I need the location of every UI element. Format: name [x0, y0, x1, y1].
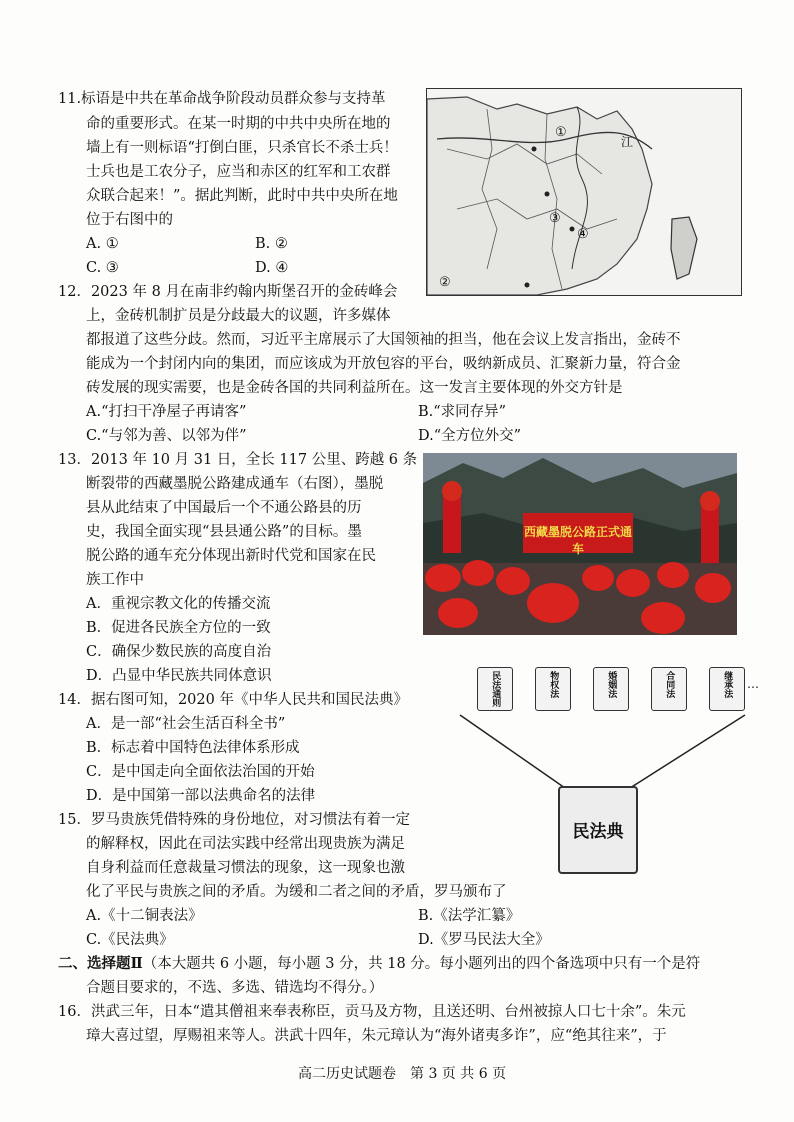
q13-option-a: A．重视宗教文化的传播交流 [86, 596, 271, 612]
civil-code-book: 民法典 [558, 786, 638, 874]
q15-line-4: 化了平民与贵族之间的矛盾。为缓和二者之间的矛盾，罗马颁布了 [86, 884, 507, 900]
q11-line-1: 11.标语是中共在革命战争阶段动员群众参与支持革 [58, 91, 386, 107]
china-map-figure [426, 88, 742, 296]
page-footer: 高二历史试题卷 第 3 页 共 6 页 [298, 1066, 507, 1082]
book-label-3: 婚姻法 [606, 671, 617, 698]
book-label-2: 物权法 [548, 671, 559, 698]
q13-option-b: B．促进各民族全方位的一致 [86, 620, 271, 636]
q14-option-a: A．是一部“社会生活百科全书” [86, 716, 286, 732]
q16-line-1: 16．洪武三年，日本“遣其僧祖来奉表称臣，贡马及方物，且送还明、台州被掠人口七十余”。朱元 [58, 1004, 686, 1020]
q14-option-d: D．是中国第一部以法典命名的法律 [86, 788, 316, 804]
book-label-5: 继承法 [722, 671, 733, 698]
q11-line-3: 墙上有一则标语“打倒白匪，只杀官长不杀士兵！ [86, 140, 398, 156]
book-inheritance-law [709, 667, 745, 711]
map-label-1: ① [555, 125, 567, 140]
q12-option-b: B.“求同存异” [418, 404, 507, 420]
civil-code-diagram [455, 663, 759, 878]
q15-option-d: D.《罗马民法大全》 [418, 932, 550, 948]
q13-option-c: C．确保少数民族的高度自治 [86, 644, 272, 660]
q15-option-a: A.《十二铜表法》 [86, 908, 203, 924]
q12-line-5: 砖发展的现实需要，也是金砖各国的共同利益所在。这一发言主要体现的外交方针是 [86, 380, 623, 396]
q15-line-2: 的解释权，因此在司法实践中经常出现贵族为满足 [86, 836, 405, 852]
q16-line-2: 璋大喜过望，厚赐祖来等人。洪武十四年，朱元璋认为“海外诸夷多诈”，应“绝其往来”，于 [86, 1028, 667, 1044]
q11-line-4: 士兵也是工农分子，应当和赤区的红军和工农群 [86, 164, 391, 180]
q14-option-b: B．标志着中国特色法律体系形成 [86, 740, 300, 756]
book-marriage-law [593, 667, 629, 711]
q11-option-b: B. ② [255, 236, 288, 252]
q11-option-c: C. ③ [86, 260, 119, 276]
china-map-drawing [427, 89, 741, 295]
book-label-4: 合同法 [664, 671, 675, 698]
q11-line-5: 众联合起来！”。据此判断，此时中共中央所在地 [86, 188, 398, 204]
q15-option-c: C.《民法典》 [86, 932, 174, 948]
q11-line-6: 位于右图中的 [86, 212, 173, 228]
book-contract-law [651, 667, 687, 711]
q13-line-6: 族工作中 [86, 572, 144, 588]
book-label-1: 民法通则 [490, 671, 501, 707]
q12-option-c: C.“与邻为善、以邻为伴” [86, 428, 247, 444]
section2-header [58, 957, 700, 972]
q13-line-3: 县从此结束了中国最后一个不通公路县的历 [86, 500, 362, 516]
map-label-3: ③ [549, 211, 561, 226]
q13-option-d: D．凸显中华民族共同体意识 [86, 668, 272, 684]
q11-option-a: A. ① [86, 236, 119, 252]
photo-banner-text: 西藏墨脱公路正式通车 [523, 525, 632, 556]
q14-option-c: C．是中国走向全面依法治国的开始 [86, 764, 315, 780]
q12-line-1: 12．2023 年 8 月在南非约翰内斯堡召开的金砖峰会 [58, 284, 398, 300]
q12-option-a: A.“打扫干净屋子再请客” [86, 404, 247, 420]
q13-line-5: 脱公路的通车充分体现出新时代党和国家在民 [86, 548, 376, 564]
motuo-road-photo [423, 453, 737, 635]
q12-line-3: 都报道了这些分歧。然而，习近平主席展示了大国领袖的担当，他在会议上发言指出，金砖不 [86, 332, 681, 348]
map-label-2: ② [439, 275, 451, 290]
q12-line-4: 能成为一个封闭内向的集团，而应该成为开放包容的平台，吸纳新成员、汇聚新力量，符合金 [86, 356, 681, 372]
book-civil-law-general [477, 667, 513, 711]
section2-instructions-2: 合题目要求的，不选、多选、错选均不得分。） [86, 980, 384, 996]
q12-line-2: 上，金砖机制扩员是分歧最大的议题，许多媒体 [86, 308, 391, 324]
q13-line-1: 13．2013 年 10 月 31 日，全长 117 公里、跨越 6 条 [58, 452, 418, 468]
q14-line-1: 14．据右图可知，2020 年《中华人民共和国民法典》 [58, 692, 408, 708]
books-ellipsis: … [747, 677, 759, 691]
book-property-law [535, 667, 571, 711]
q11-line-2: 命的重要形式。在某一时期的中共中央所在地的 [86, 116, 391, 132]
q15-option-b: B.《法学汇纂》 [418, 908, 521, 924]
map-label-4: ④ [577, 227, 589, 242]
section2-heading: 二、选择题Ⅱ [58, 955, 143, 972]
map-label-river: 江 [621, 135, 634, 149]
q13-line-2: 断裂带的西藏墨脱公路建成通车（右图），墨脱 [86, 476, 384, 492]
q15-line-1: 15．罗马贵族凭借特殊的身份地位，对习惯法有着一定 [58, 812, 410, 828]
q15-line-3: 自身利益而任意裁量习惯法的现象，这一现象也激 [86, 860, 405, 876]
q13-line-4: 史，我国全面实现“县县通公路”的目标。墨 [86, 524, 362, 540]
q11-option-d: D. ④ [255, 260, 289, 276]
section2-instructions-1: （本大题共 6 小题，每小题 3 分，共 18 分。每小题列出的四个备选项中只有一个是符 [142, 956, 701, 972]
q12-option-d: D.“全方位外交” [418, 428, 522, 444]
